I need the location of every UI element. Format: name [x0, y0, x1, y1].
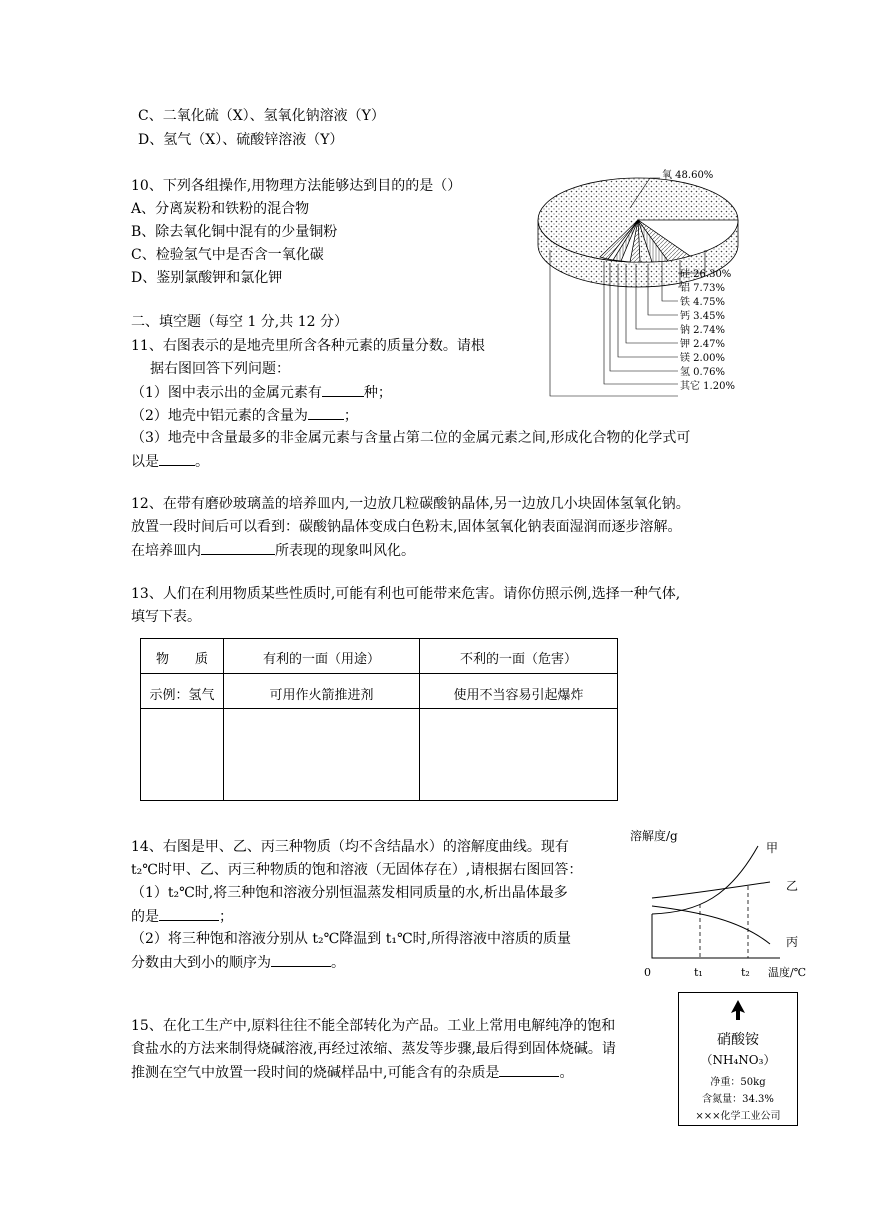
crust-element-pie-chart	[520, 160, 770, 400]
q12-line1: 12、在带有磨砂玻璃盖的培养皿内,一边放几粒碳酸钠晶体,另一边放几小块固体氢氧化钠。	[131, 496, 690, 512]
answer-blank[interactable]	[159, 906, 219, 921]
q10-option-a: A、分离炭粉和铁粉的混合物	[131, 201, 310, 217]
section-heading: 二、填空题（每空 1 分,共 12 分）	[131, 314, 348, 330]
pie-label-other: 其它 1.20%	[680, 381, 735, 392]
q11-line2: 据右图回答下列问题：	[150, 361, 290, 377]
curve-jia	[652, 846, 758, 914]
answer-cell-benefit[interactable]	[224, 709, 419, 800]
q9-option-c: C、二氧化硫（X）、氢氧化钠溶液（Y）	[138, 108, 385, 124]
q11-line1: 11、右图表示的是地壳里所含各种元素的质量分数。请根	[131, 338, 485, 354]
q15-line1: 15、在化工生产中,原料往往不能全部转化为产品。工业上常用电解纯净的饱和	[131, 1018, 616, 1034]
q11-part3-line2: 以是 。	[131, 451, 209, 472]
series-label-jia: 甲	[766, 841, 779, 855]
table-cell: 示例：氢气	[149, 688, 215, 703]
fertilizer-label	[678, 992, 798, 1126]
q11-part2: （2）地壳中铝元素的含量为 ；	[131, 405, 358, 426]
series-label-bing: 丙	[786, 935, 799, 949]
origin-label: 0	[644, 966, 651, 979]
x-tick-t1: t₁	[694, 966, 703, 979]
answer-cell-harm[interactable]	[420, 709, 617, 800]
q14-part1-line1: （1）t₂℃时,将三种饱和溶液分别恒温蒸发相同质量的水,析出晶体最多	[131, 885, 568, 901]
answer-blank[interactable]	[499, 1062, 559, 1077]
q15-line3: 推测在空气中放置一段时间的烧碱样品中,可能含有的杂质是 。	[131, 1062, 573, 1083]
table-header: 有利的一面（用途）	[262, 652, 380, 667]
q10-option-d: D、鉴别氯酸钾和氯化钾	[131, 270, 283, 286]
q13-table	[140, 638, 618, 801]
curve-yi	[652, 882, 770, 898]
product-name: 硝酸铵	[717, 1032, 759, 1048]
table-header: 不利的一面（危害）	[459, 652, 577, 667]
q11-part1: （1）图中表示出的金属元素有 种；	[131, 382, 392, 403]
q10-stem: 10、下列各组操作,用物理方法能够达到目的的是（）	[131, 178, 462, 194]
q14-line2: t₂℃时甲、乙、丙三种物质的饱和溶液（无固体存在）,请根据右图回答：	[131, 862, 583, 878]
pie-label-aluminum: 铝 7.73%	[680, 283, 725, 294]
q14-part1-line2: 的是 ；	[131, 906, 233, 927]
up-arrow-icon	[729, 999, 747, 1021]
q14-line1: 14、右图是甲、乙、丙三种物质（均不含结晶水）的溶解度曲线。现有	[131, 839, 569, 855]
q14-part2-line1: （2）将三种饱和溶液分别从 t₂℃降温到 t₁℃时,所得溶液中溶质的质量	[131, 931, 572, 947]
q15-line2: 食盐水的方法来制得烧碱溶液,再经过浓缩、蒸发等步骤,最后得到固体烧碱。请	[131, 1041, 616, 1057]
pie-label-iron: 铁 4.75%	[680, 297, 725, 308]
answer-blank[interactable]	[201, 540, 275, 555]
product-formula: （NH₄NO₃）	[700, 1053, 776, 1067]
answer-cell-substance[interactable]	[141, 709, 223, 800]
q12-line3: 在培养皿内 所表现的现象叫风化。	[131, 540, 415, 561]
pie-label-oxygen: 氧 48.60%	[662, 170, 714, 181]
table-cell: 可用作火箭推进剂	[269, 688, 374, 703]
pie-label-silicon: 硅 26.30%	[680, 269, 732, 280]
answer-blank[interactable]	[322, 382, 364, 397]
pie-label-magnesium: 镁 2.00%	[680, 353, 725, 364]
y-axis-label: 溶解度/g	[630, 829, 678, 843]
curve-bing	[652, 906, 770, 944]
q13-line2: 填写下表。	[131, 609, 201, 625]
pie-label-potassium: 钾 2.47%	[680, 339, 725, 350]
table-header: 物 质	[155, 652, 208, 667]
q14-part2-line2: 分数由大到小的顺序为 。	[131, 952, 345, 973]
net-weight: 净重：50kg	[710, 1077, 766, 1088]
q11-part3-line1: （3）地壳中含量最多的非金属元素与含量占第二位的金属元素之间,形成化合物的化学式可	[131, 430, 691, 446]
answer-blank[interactable]	[271, 952, 331, 967]
table-cell: 使用不当容易引起爆炸	[453, 688, 584, 703]
answer-blank[interactable]	[308, 405, 344, 420]
q10-option-b: B、除去氧化铜中混有的少量铜粉	[131, 224, 338, 240]
axes	[652, 914, 780, 958]
pie-label-hydrogen: 氢 0.76%	[680, 367, 725, 378]
q13-line1: 13、人们在利用物质某些性质时,可能有利也可能带来危害。请你仿照示例,选择一种气体,	[131, 586, 681, 602]
series-label-yi: 乙	[786, 879, 799, 893]
company-name: ×××化学工业公司	[695, 1111, 781, 1122]
pie-label-sodium: 钠 2.74%	[680, 325, 725, 336]
x-tick-t2: t₂	[741, 966, 750, 979]
solubility-curve-chart	[620, 826, 830, 986]
answer-blank[interactable]	[159, 451, 195, 466]
q12-line2: 放置一段时间后可以看到：碳酸钠晶体变成白色粉末,固体氢氧化钠表面湿润而逐步溶解。	[131, 519, 682, 535]
pie-label-calcium: 钙 3.45%	[680, 311, 725, 322]
q9-option-d: D、氢气（X）、硫酸锌溶液（Y）	[138, 132, 344, 148]
nitrogen-content: 含氮量：34.3%	[702, 1094, 774, 1105]
q10-option-c: C、检验氢气中是否含一氧化碳	[131, 247, 324, 263]
x-axis-label: 温度/℃	[768, 966, 807, 979]
